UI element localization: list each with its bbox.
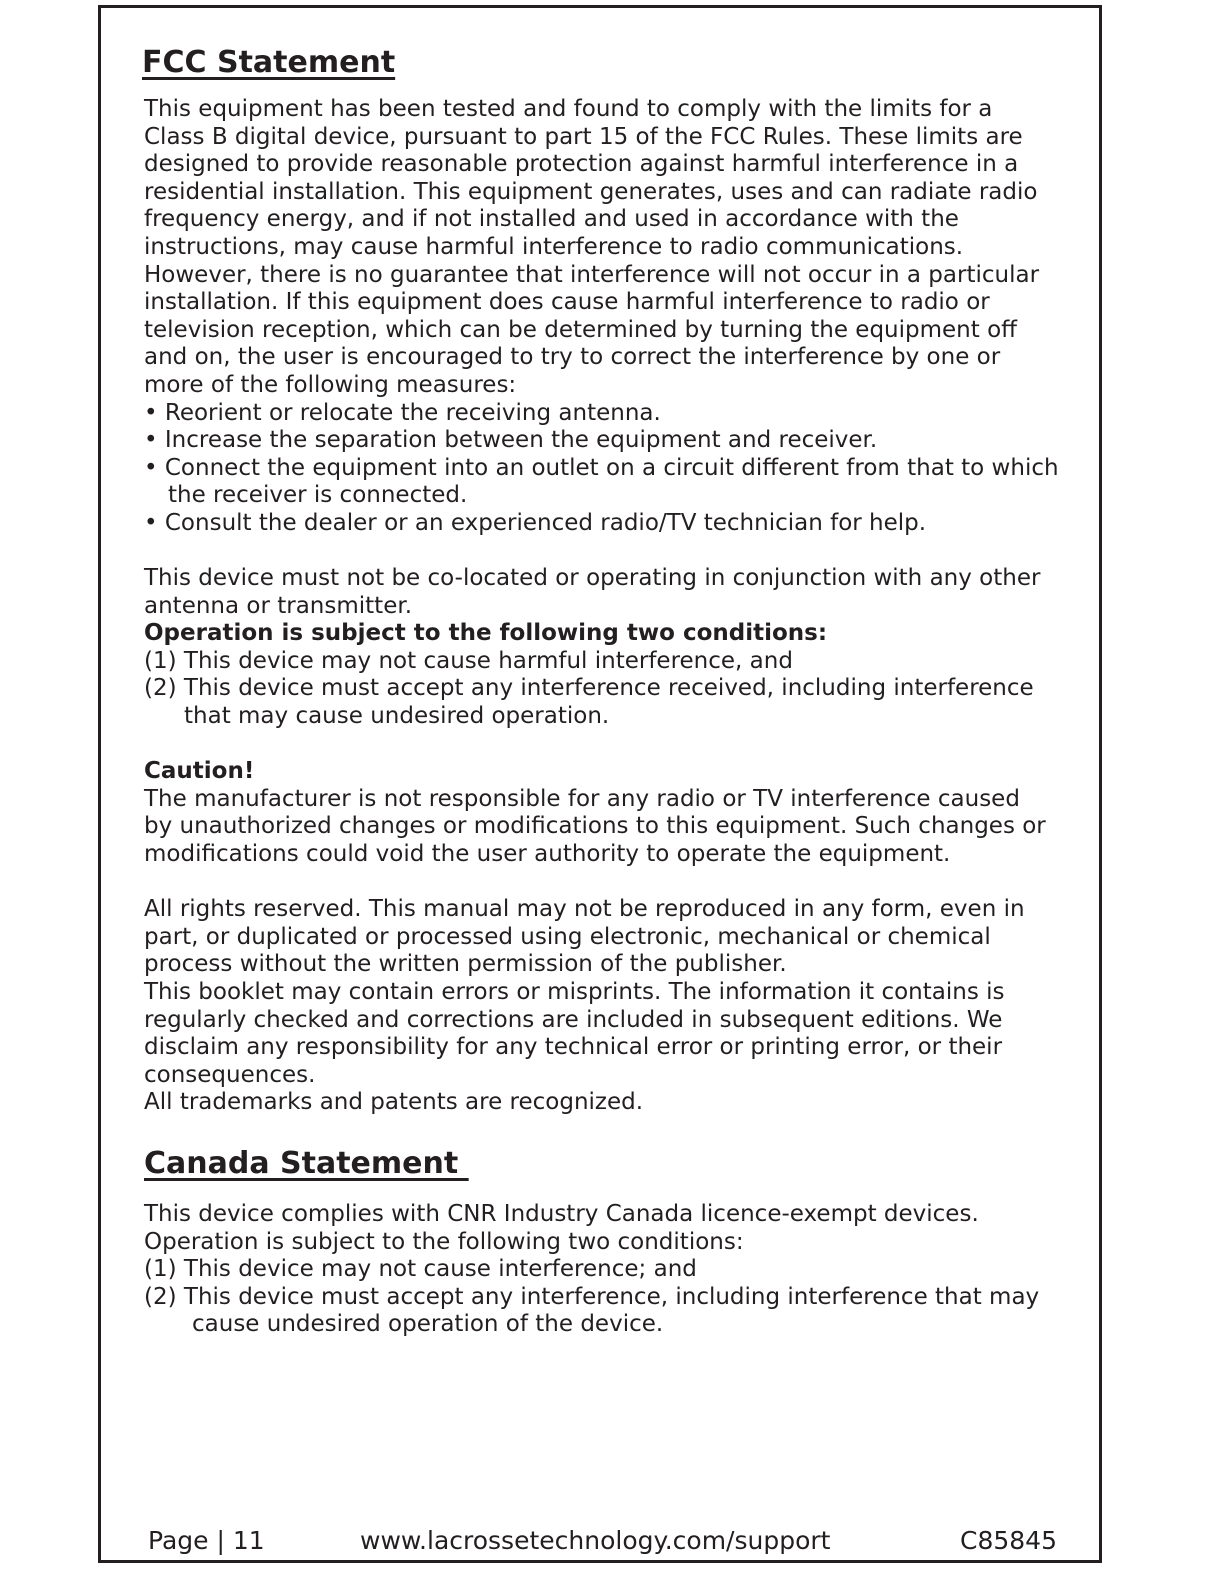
text-line: more of the following measures: xyxy=(144,371,517,398)
list-item: • Consult the dealer or an experienced radio/TV technician for help. xyxy=(144,509,927,536)
text-line: process without the written permission of the publisher. xyxy=(144,951,787,978)
list-item: (2) This device must accept any interference received, including interference xyxy=(144,675,1034,702)
rights-paragraph xyxy=(144,896,1064,1117)
list-item-continuation: cause undesired operation of the device. xyxy=(192,1311,664,1338)
text-line: antenna or transmitter. xyxy=(144,592,413,619)
support-url: www.lacrossetechnology.com/support xyxy=(360,1526,831,1555)
page-content xyxy=(144,44,1064,1339)
text-line: Operation is subject to the following two conditions: xyxy=(144,1228,744,1255)
text-line: This equipment has been tested and found to comply with the limits for a xyxy=(144,96,993,122)
list-item: (2) This device must accept any interference, including interference that may xyxy=(144,1283,1040,1310)
list-item-continuation: that may cause undesired operation. xyxy=(184,703,610,730)
text-line: and on, the user is encouraged to try to correct the interference by one or xyxy=(144,344,1001,371)
list-item: (1) This device may not cause harmful interference, and xyxy=(144,647,793,674)
list-item: • Increase the separation between the equipment and receiver. xyxy=(144,427,878,454)
page-footer xyxy=(0,1524,1219,1558)
caution-paragraph xyxy=(144,786,1064,869)
text-line: This device must not be co-located or operating in conjunction with any other xyxy=(144,565,1041,592)
fcc-intro-paragraph xyxy=(144,96,1064,400)
list-item: (1) This device may not cause interference; and xyxy=(144,1256,697,1283)
page-number: Page | 11 xyxy=(148,1526,265,1555)
fcc-heading: FCC Statement xyxy=(142,45,396,80)
canada-heading: Canada Statement xyxy=(144,1145,469,1181)
text-line: This device complies with CNR Industry Canada licence-exempt devices. xyxy=(144,1200,979,1227)
list-item: • Connect the equipment into an outlet on a circuit different from that to which xyxy=(144,454,1059,481)
fcc-conditions-list xyxy=(144,648,1064,731)
canada-paragraph xyxy=(144,1201,1064,1339)
text-line: Class B digital device, pursuant to part 15 of the FCC Rules. These limits are xyxy=(144,123,1023,150)
fcc-measures-list xyxy=(144,400,1064,538)
list-item: • Reorient or relocate the receiving antenna. xyxy=(144,399,661,426)
model-number: C85845 xyxy=(960,1526,1057,1555)
spacer xyxy=(144,731,1064,759)
text-line: by unauthorized changes or modifications to this equipment. Such changes or xyxy=(144,813,1046,840)
text-line: designed to provide reasonable protection against harmful interference in a xyxy=(144,151,1019,178)
text-line: frequency energy, and if not installed and used in accordance with the xyxy=(144,206,959,233)
colocation-paragraph xyxy=(144,565,1064,620)
spacer xyxy=(144,538,1064,566)
text-line: All trademarks and patents are recognized. xyxy=(144,1089,644,1116)
list-item-continuation: the receiver is connected. xyxy=(168,482,468,509)
spacer xyxy=(144,869,1064,897)
text-line: This booklet may contain errors or misprints. The information it contains is xyxy=(144,979,1005,1005)
text-line: instructions, may cause harmful interference to radio communications. xyxy=(144,233,964,260)
text-line: consequences. xyxy=(144,1061,316,1088)
text-line: residential installation. This equipment generates, uses and can radiate radio xyxy=(144,178,1038,205)
text-line: modifications could void the user authority to operate the equipment. xyxy=(144,841,951,868)
text-line: regularly checked and corrections are included in subsequent editions. We xyxy=(144,1006,1003,1033)
text-line: However, there is no guarantee that interference will not occur in a particular xyxy=(144,261,1040,288)
text-line: All rights reserved. This manual may not be reproduced in any form, even in xyxy=(144,896,1025,923)
text-line: television reception, which can be determined by turning the equipment off xyxy=(144,316,1018,343)
text-line: The manufacturer is not responsible for any radio or TV interference caused xyxy=(144,785,1020,812)
text-line: disclaim any responsibility for any technical error or printing error, or their xyxy=(144,1034,1003,1061)
text-line: part, or duplicated or processed using electronic, mechanical or chemical xyxy=(144,923,991,950)
caution-heading: Caution! xyxy=(144,758,255,785)
conditions-heading: Operation is subject to the following two conditions: xyxy=(144,620,828,647)
text-line: installation. If this equipment does cause harmful interference to radio or xyxy=(144,289,990,316)
